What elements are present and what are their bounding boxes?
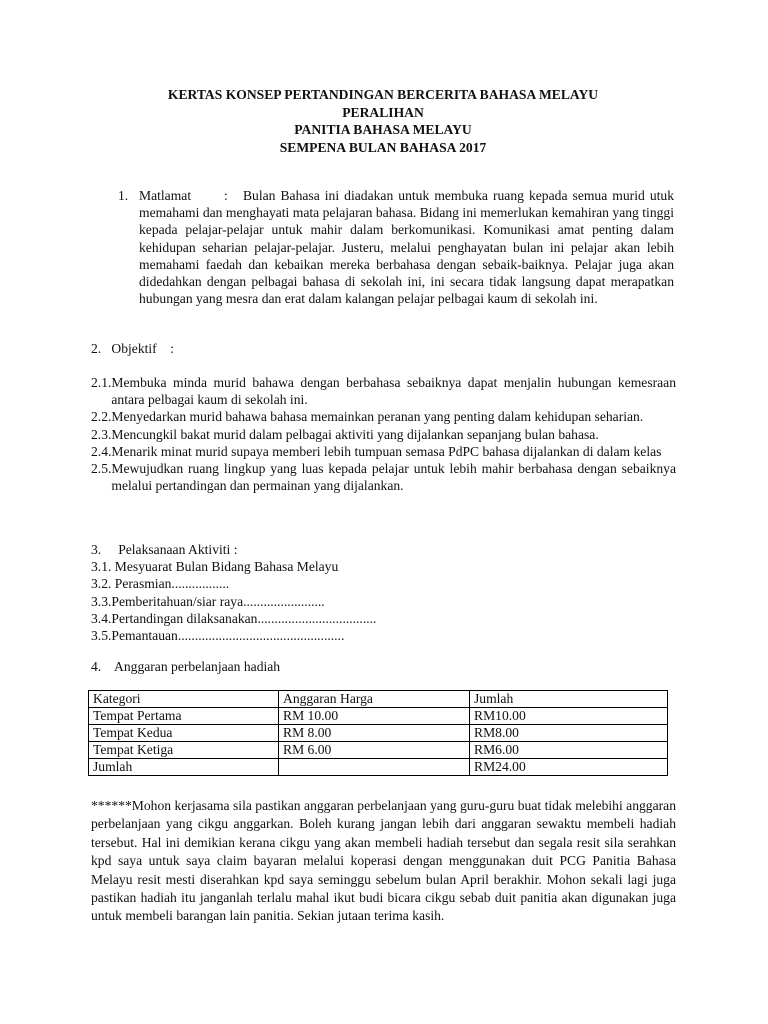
table-cell: RM 10.00 [279,708,470,725]
objektif-item [91,374,676,408]
title-line-1: KERTAS KONSEP PERTANDINGAN BERCERITA BAHASA MELAYU [167,87,599,102]
table-cell: RM 6.00 [279,742,470,759]
title-line-3: PANITIA BAHASA MELAYU [294,122,472,137]
column-header: Anggaran Harga [279,691,470,708]
section-anggaran-heading [91,658,676,675]
objektif-item-text: Menarik minat murid supaya memberi lebih tumpuan semasa PdPC bahasa dijalankan di dalam kelas [111,443,662,459]
objektif-item-text: Mewujudkan ruang lingkup yang luas kepada pelajar untuk lebih mahir berbahasa dengan sebaiknya melalui pertandingan dan permainan yang dijalankan. [111,461,676,494]
section-objektif-list [91,374,676,494]
objektif-heading: 2. Objektif : [91,341,175,356]
objektif-item-text: Menyedarkan murid bahawa bahasa memainkan peranan yang penting dalam kehidupan seharian. [111,409,644,425]
objektif-item-text: Membuka minda murid bahawa dengan berbahasa sebaiknya dapat menjalin hubungan kemesraan antara pelbagai kaum di sekolah ini. [111,375,676,408]
matlamat-text: Bulan Bahasa ini diadakan untuk membuka ruang kepada semua murid utuk memahami dan menghayati mata pelajaran bahasa. Bidang ini memerlukan kemahiran yang tinggi kepada pelajar-pelajar untuk mahir dalam berkomunikasi. Komunikasi amat penting dalam kehidupan seharian pelajar-pelajar. Justeru, melalui penghayatan bulan ini pelajar akan lebih memahami faedah dan kebaikan mereka berbahasa dengan sebaik-baiknya. Pelajar juga akan didedahkan dengan pelbagai bahasa di sekolah ini, ini secara tidak langsung dapat merapatkan hubungan yang mesra dan erat dalam kalangan pelajar pelbagai kaum di sekolah ini. [139,188,674,307]
title-line-4: SEMPENA BULAN BAHASA 2017 [279,139,487,155]
pelaksanaan-item: 3.4.Pertandingan dilaksanakan................................... [91,610,377,626]
table-row [89,742,668,759]
table-row [89,725,668,742]
objektif-item [91,460,676,494]
table-row [89,708,668,725]
matlamat-label: Matlamat [139,188,192,203]
objektif-item-number: 2.1. [91,375,112,390]
pelaksanaan-item: 3.1. Mesyuarat Bulan Bidang Bahasa Melayu [91,559,339,575]
matlamat-colon: : [224,188,228,203]
pelaksanaan-item: 3.5.Pemantauan................................................. [91,628,345,644]
matlamat-number: 1. [118,188,129,203]
pelaksanaan-item: 3.2. Perasmian................. [91,576,230,592]
table-cell [279,759,470,776]
table-cell: Jumlah [89,759,279,776]
column-header: Kategori [89,691,279,708]
section-matlamat [118,187,674,307]
pelaksanaan-heading: 3. Pelaksanaan Aktiviti : [91,542,238,557]
note-paragraph: ******Mohon kerjasama sila pastikan anggaran perbelanjaan yang guru-guru buat tidak melebihi anggaran perbelanjaan yang cikgu anggarkan. Boleh kurang jangan lebih dari anggaran sewaktu membeli hadiah tersebut. Hal ini demikian kerana cikgu yang akan membeli hadiah tersebut dan segala resit sila serahkan kpd saya untuk saya claim bayaran melalui koperasi dengan menggunakan duit PCG Panitia Bahasa Melayu resit mesti diserahkan kpd saya seminggu sebelum bulan April berakhir. Mohon sekali lagi juga pastikan hadiah itu janganlah terlalu mahal ikut budi bicara cikgu sebab duit panitia akan digunakan juga untuk membeli barangan lain panitia. Sekian jutaan terima kasih. [91,798,676,924]
objektif-item [91,426,676,443]
table-cell: RM24.00 [470,759,668,776]
section-objektif-heading [91,340,676,357]
objektif-item-number: 2.3. [91,426,112,442]
table-header-row [89,691,668,708]
pelaksanaan-item: 3.3.Pemberitahuan/siar raya........................ [91,593,325,609]
title-line-2: PERALIHAN [342,104,424,120]
objektif-item-text: Mencungkil bakat murid dalam pelbagai aktiviti yang dijalankan sepanjang bulan bahasa. [111,426,599,442]
table-cell: RM8.00 [470,725,668,742]
table-cell: Tempat Pertama [89,708,279,725]
table-cell: RM 8.00 [279,725,470,742]
table-cell: RM6.00 [470,742,668,759]
objektif-item [91,408,676,425]
document-title [90,86,676,156]
objektif-item-number: 2.5. [91,461,112,477]
table-cell: RM10.00 [470,708,668,725]
table-cell: Tempat Kedua [89,725,279,742]
anggaran-heading: 4. Anggaran perbelanjaan hadiah [91,659,281,674]
table-cell: Tempat Ketiga [89,742,279,759]
table-total-row [89,759,668,776]
objektif-item-number: 2.2. [91,409,112,425]
budget-table [88,690,668,776]
objektif-item-number: 2.4. [91,443,112,459]
column-header: Jumlah [470,691,668,708]
section-pelaksanaan [91,541,676,644]
objektif-item [91,443,676,460]
